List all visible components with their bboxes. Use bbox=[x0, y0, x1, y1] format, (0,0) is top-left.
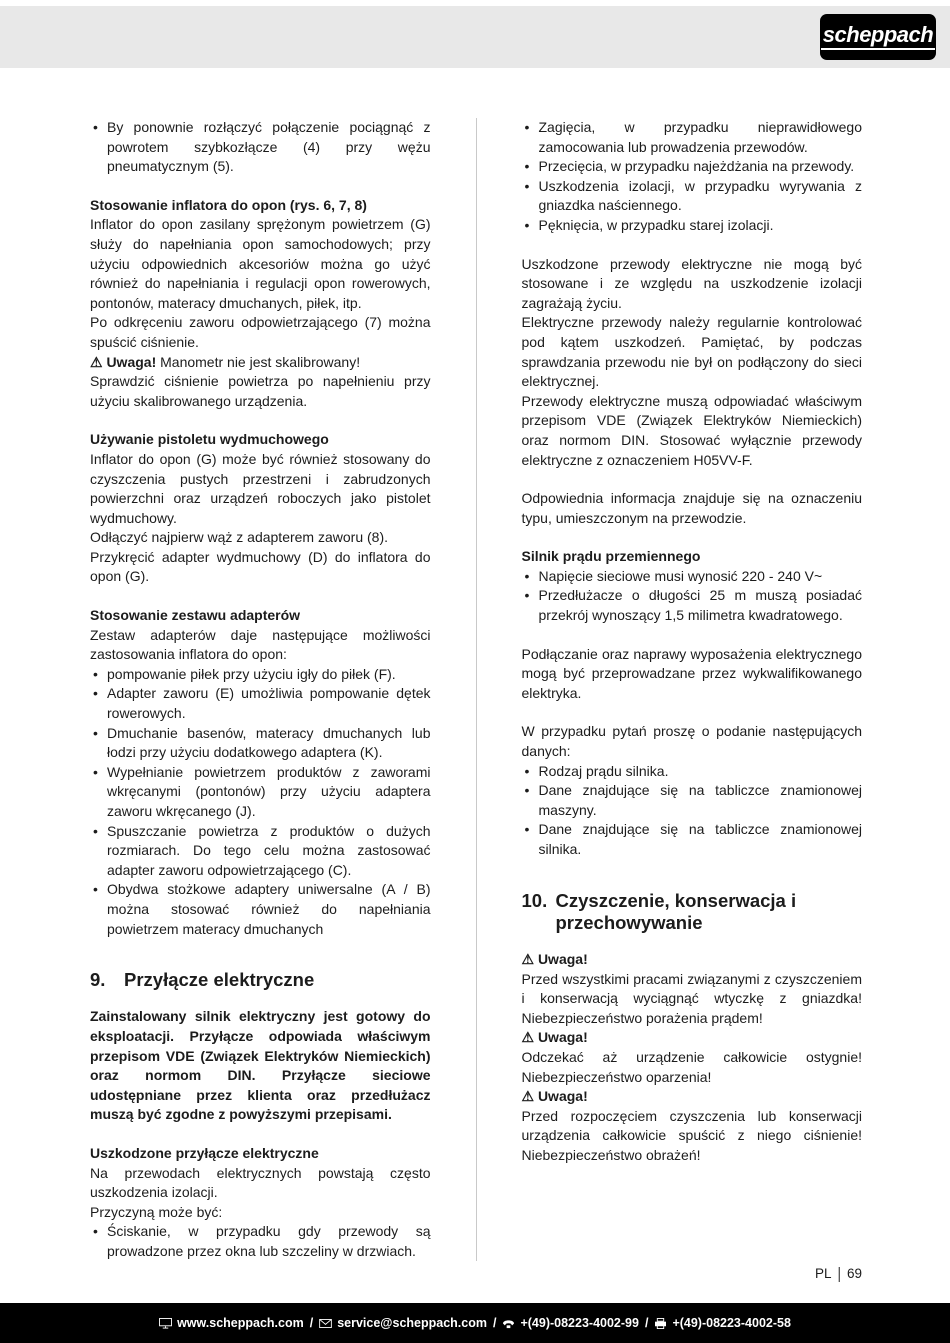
paragraph: Podłączanie oraz naprawy wyposażenia elektrycznego mogą być przeprowadzane przez wykwalifikowanego elektryka. bbox=[521, 645, 862, 701]
list-item: • Obydwa stożkowe adaptery uniwersalne (A / B) można stosować również do napełniania powietrzem materacy dmuchanych bbox=[90, 880, 431, 939]
fax-icon bbox=[654, 1318, 667, 1329]
list-item: • By ponownie rozłączyć połączenie pociągnąć z powrotem szybkozłącze (4) przy wężu pneumatycznym (5). bbox=[90, 118, 431, 177]
warning-note bbox=[90, 353, 431, 373]
page-language-label: PL bbox=[814, 1266, 832, 1281]
monitor-icon bbox=[159, 1318, 172, 1329]
column-divider bbox=[476, 118, 477, 1261]
footer-bar bbox=[0, 1303, 950, 1343]
paragraph: Po odkręceniu zaworu odpowietrzającego (7) można spuścić ciśnienie. bbox=[90, 314, 431, 350]
paragraph: Odłączyć najpierw wąż z adapterem zaworu (8). bbox=[90, 529, 389, 546]
section-heading bbox=[90, 969, 431, 991]
list-item: • Dane znajdujące się na tabliczce znamionowej silnika. bbox=[522, 820, 863, 859]
warning-text: Manometr nie jest skalibrowany! bbox=[156, 353, 361, 370]
paragraph: Przewody elektryczne muszą odpowiadać właściwym przepisom VDE (Związek Elektryków Niemieckich) oraz normom DIN. Stosować wyłącznie przewody elektryczne z oznaczeniem H05VV-F. bbox=[521, 392, 862, 468]
bullet-list bbox=[522, 762, 863, 860]
warning-label: ⚠ Uwaga! bbox=[90, 353, 157, 370]
warning-heading: ⚠ Uwaga! bbox=[521, 1029, 588, 1046]
list-item: • Rodzaj prądu silnika. bbox=[522, 762, 863, 782]
paragraph: Elektryczne przewody należy regularnie kontrolować pod kątem uszkodzeń. Pamiętać, by podczas sprawdzania przewodu nie był on podłączony do sieci elektrycznej. bbox=[521, 314, 862, 390]
footer-contact-text: service@scheppach.com bbox=[337, 1316, 487, 1330]
envelope-icon bbox=[319, 1319, 332, 1328]
list-item: • Uszkodzenia izolacji, w przypadku wyrywania z gniazdka naściennego. bbox=[522, 177, 863, 216]
paragraph: W przypadku pytań proszę o podanie następujących danych: bbox=[521, 723, 862, 760]
section-number: 10. bbox=[521, 889, 548, 911]
footer-contact-item bbox=[319, 1316, 487, 1330]
brand-logo bbox=[820, 14, 936, 60]
footer-contact-item bbox=[654, 1316, 791, 1330]
bullet-list bbox=[522, 118, 863, 236]
list-item: • Dmuchanie basenów, materacy dmuchanych lub łodzi przy użyciu dodatkowego adaptera (K). bbox=[90, 724, 431, 763]
section-title: Przyłącze elektryczne bbox=[124, 969, 315, 991]
paragraph: Przed wszystkimi pracami związanymi z czyszczeniem i konserwacją wyciągnąć wtyczkę z gniazdka! Niebezpieczeństwo porażenia prądem! bbox=[521, 970, 862, 1026]
list-item: • Wypełnianie powietrzem produktów z zaworami wkręcanymi (pontonów) przy użyciu adaptera zaworu wkręcanego (J). bbox=[90, 763, 431, 822]
section-heading bbox=[522, 890, 863, 934]
page-number-value: 69 bbox=[846, 1266, 862, 1281]
list-item: • Spuszczanie powietrza z produktów o dużych rozmiarach. Do tego celu można zastosować adapter zaworu odpowietrzającego (C). bbox=[90, 822, 431, 881]
sub-heading: Stosowanie inflatora do opon (rys. 6, 7, 8) bbox=[90, 196, 367, 213]
list-item: • Przedłużacze o długości 25 m muszą posiadać przekrój wynoszący 1,5 milimetra kwadratowego. bbox=[522, 586, 863, 625]
section-number: 9. bbox=[90, 969, 106, 991]
list-item: • Ściskanie, w przypadku gdy przewody są prowadzone przez okna lub szczeliny w drzwiach. bbox=[90, 1222, 431, 1261]
footer-contact-text: +(49)-08223-4002-99 bbox=[520, 1316, 639, 1330]
footer-separator: / bbox=[309, 1316, 314, 1330]
sub-heading: Stosowanie zestawu adapterów bbox=[90, 607, 301, 624]
bullet-list bbox=[90, 118, 431, 177]
brand-logo-text: scheppach bbox=[821, 24, 935, 50]
sub-heading: Uszkodzone przyłącze elektryczne bbox=[90, 1144, 319, 1161]
right-column bbox=[522, 118, 863, 1261]
footer-contact-text: www.scheppach.com bbox=[177, 1316, 304, 1330]
list-item: • Zagięcia, w przypadku nieprawidłowego zamocowania lub prowadzenia przewodów. bbox=[522, 118, 863, 157]
list-item: • Adapter zaworu (E) umożliwia pompowanie dętek rowerowych. bbox=[90, 684, 431, 723]
footer-separator: / bbox=[492, 1316, 497, 1330]
paragraph: Inflator do opon (G) może być również stosowany do czyszczenia pustych przestrzeni i zabrudzonych powierzchni oraz urządzeń roboczych jako pistolet wydmuchowy. bbox=[90, 450, 431, 526]
list-item: • Dane znajdujące się na tabliczce znamionowej maszyny. bbox=[522, 781, 863, 820]
paragraph: Przed rozpoczęciem czyszczenia lub konserwacji urządzenia całkowicie spuścić z niego ciśnienie! Niebezpieczeństwo obrażeń! bbox=[521, 1107, 862, 1163]
paragraph: Inflator do opon zasilany sprężonym powietrzem (G) służy do napełniania opon samochodowych; przy użyciu odpowiednich akcesoriów można go użyć również do napełniania i regulacji opon rowerowych, pontonów, materacy dmuchanych, piłek, itp. bbox=[90, 216, 431, 311]
phone-icon bbox=[502, 1318, 515, 1329]
page-number bbox=[815, 1266, 862, 1281]
paragraph: Zainstalowany silnik elektryczny jest gotowy do eksploatacji. Przyłącze odpowiada właściwym przepisom VDE (Związek Elektryków Niemieckich) oraz normom DIN. Przyłącze sieciowe udostępniane przez klienta oraz przedłużacz muszą być zgodne z powyższymi przepisami. bbox=[90, 1008, 431, 1123]
bullet-list bbox=[522, 567, 863, 626]
paragraph: Odczekać aż urządzenie całkowicie ostygnie! Niebezpieczeństwo oparzenia! bbox=[521, 1048, 862, 1085]
paragraph: Na przewodach elektrycznych powstają często uszkodzenia izolacji. bbox=[90, 1164, 431, 1201]
list-item: • pompowanie piłek przy użyciu igły do piłek (F). bbox=[90, 665, 431, 685]
paragraph: Przyczyną może być: bbox=[90, 1203, 223, 1220]
list-item: • Napięcie sieciowe musi wynosić 220 - 240 V~ bbox=[522, 567, 863, 587]
footer-contact-item bbox=[159, 1316, 304, 1330]
warning-heading: ⚠ Uwaga! bbox=[521, 950, 588, 967]
footer-contact-item bbox=[502, 1316, 639, 1330]
sub-heading: Silnik prądu przemiennego bbox=[521, 548, 701, 565]
list-item: • Pęknięcia, w przypadku starej izolacji. bbox=[522, 216, 863, 236]
paragraph: Sprawdzić ciśnienie powietrza po napełnieniu przy użyciu skalibrowanego urządzenia. bbox=[90, 373, 431, 409]
warning-heading: ⚠ Uwaga! bbox=[521, 1088, 588, 1105]
left-column bbox=[90, 118, 431, 1261]
paragraph: Przykręcić adapter wydmuchowy (D) do inflatora do opon (G). bbox=[90, 548, 431, 585]
page-content bbox=[90, 118, 862, 1261]
paragraph: Odpowiednia informacja znajduje się na oznaczeniu typu, umieszczonym na przewodzie. bbox=[521, 490, 862, 526]
sub-heading: Używanie pistoletu wydmuchowego bbox=[90, 431, 329, 448]
header-bar bbox=[0, 6, 950, 68]
list-item: • Przecięcia, w przypadku najeżdżania na przewody. bbox=[522, 157, 863, 177]
bullet-list bbox=[90, 1222, 431, 1261]
paragraph: Uszkodzone przewody elektryczne nie mogą być stosowane i ze względu na uszkodzenie izolacji zagrażają życiu. bbox=[521, 255, 862, 311]
footer-contact-text: +(49)-08223-4002-58 bbox=[672, 1316, 791, 1330]
section-title: Czyszczenie, konserwacja i przechowywanie bbox=[555, 889, 797, 933]
footer-separator: / bbox=[644, 1316, 649, 1330]
bullet-list bbox=[90, 665, 431, 939]
paragraph: Zestaw adapterów daje następujące możliwości zastosowania inflatora do opon: bbox=[90, 626, 431, 663]
page-number-separator: | bbox=[837, 1264, 841, 1283]
